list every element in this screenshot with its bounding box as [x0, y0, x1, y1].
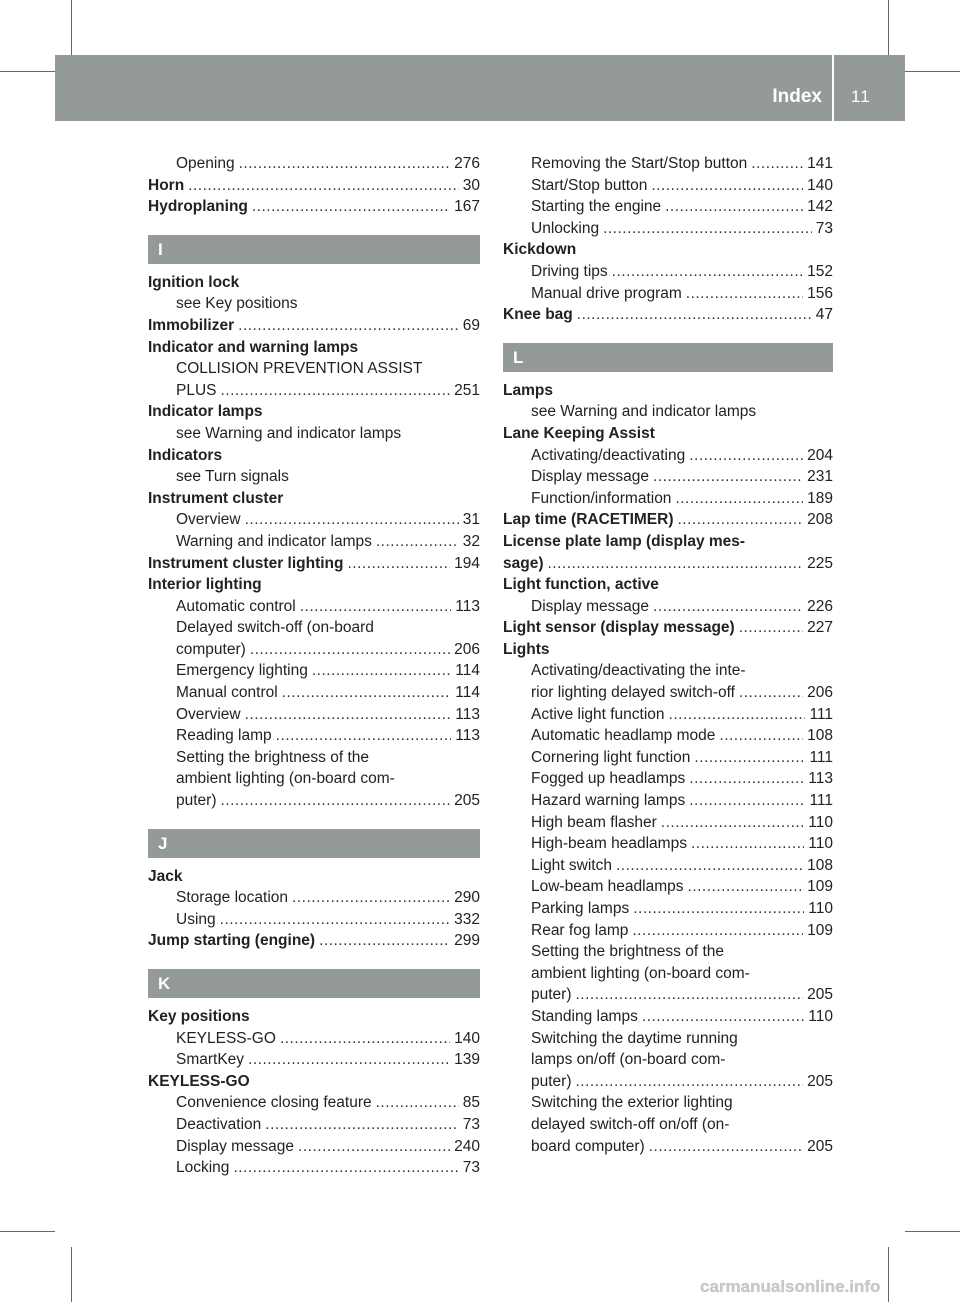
- index-entry: [503, 876, 833, 898]
- dot-leader: [280, 1028, 450, 1050]
- entry-page-number: 142: [807, 198, 833, 216]
- dot-leader: [653, 596, 803, 618]
- index-entry: [148, 866, 480, 888]
- dot-leader: [653, 466, 803, 488]
- entry-text: Setting the brightness of the: [531, 943, 725, 961]
- entry-text: Indicator lamps: [148, 403, 263, 421]
- crop-mark: [0, 71, 55, 72]
- entry-text: Instrument cluster: [148, 489, 284, 507]
- entry-text: Instrument cluster lighting: [148, 554, 344, 572]
- entry-text: Overview: [176, 705, 241, 723]
- entry-page-number: 152: [807, 262, 833, 280]
- entry-text: Light switch: [531, 856, 612, 874]
- dot-leader: [665, 196, 803, 218]
- dot-leader: [292, 887, 450, 909]
- dot-leader: [233, 1157, 458, 1179]
- dot-leader: [689, 445, 803, 467]
- entry-page-number: 205: [454, 792, 480, 810]
- index-entry: [148, 531, 480, 553]
- index-entry: [503, 196, 833, 218]
- entry-text: Active light function: [531, 705, 665, 723]
- entry-page-number: 226: [807, 597, 833, 615]
- entry-page-number: 332: [454, 910, 480, 928]
- index-entry: [503, 380, 833, 402]
- watermark-logo: [700, 1272, 950, 1300]
- index-entry: [503, 1092, 833, 1114]
- entry-text: Warning and indicator lamps: [176, 532, 372, 550]
- entry-page-number: 73: [462, 1115, 480, 1133]
- index-entry: [148, 768, 480, 790]
- entry-text: Indicators: [148, 446, 223, 464]
- index-entry: [148, 337, 480, 359]
- dot-leader: [298, 1136, 450, 1158]
- entry-page-number: 111: [809, 748, 833, 766]
- index-entry: [503, 445, 833, 467]
- entry-text: see Warning and indicator lamps: [531, 403, 757, 421]
- page-title: Index: [772, 86, 822, 107]
- entry-page-number: 113: [455, 705, 480, 723]
- entry-text: Starting the engine: [531, 198, 662, 216]
- dot-leader: [245, 509, 459, 531]
- index-entry: [503, 283, 833, 305]
- index-entry: [148, 1136, 480, 1158]
- dot-leader: [250, 639, 450, 661]
- entry-text: Overview: [176, 511, 241, 529]
- index-entry: [148, 1092, 480, 1114]
- entry-text: Removing the Start/Stop button: [531, 155, 748, 172]
- entry-page-number: 30: [462, 176, 480, 194]
- entry-text: Light function, active: [503, 576, 659, 594]
- index-entry: [148, 574, 480, 596]
- index-entry: [503, 153, 833, 175]
- index-entry: [148, 272, 480, 294]
- entry-text: Reading lamp: [176, 727, 272, 745]
- dot-leader: [376, 531, 459, 553]
- index-entry: [148, 358, 480, 380]
- index-entry: [503, 1114, 833, 1136]
- dot-leader: [651, 175, 803, 197]
- entry-page-number: 110: [808, 900, 833, 917]
- entry-page-number: 141: [807, 155, 833, 172]
- entry-text: see Turn signals: [176, 468, 289, 486]
- index-entry: [148, 445, 480, 467]
- entry-text: Immobilizer: [148, 316, 235, 334]
- entry-page-number: 231: [807, 468, 833, 486]
- entry-text: Manual control: [176, 684, 278, 702]
- index-entry: [503, 768, 833, 790]
- index-entry: [503, 574, 833, 596]
- entry-text: computer): [176, 640, 246, 658]
- dot-leader: [239, 153, 451, 175]
- dot-leader: [576, 1071, 804, 1093]
- dot-leader: [691, 833, 804, 855]
- entry-text: ambient lighting (on-board com-: [531, 964, 750, 982]
- entry-text: Interior lighting: [148, 576, 262, 594]
- index-entry: [148, 1114, 480, 1136]
- entry-text: Jump starting (engine): [148, 932, 316, 950]
- entry-page-number: 109: [807, 878, 833, 896]
- entry-text: Rear fog lamp: [531, 921, 629, 939]
- entry-text: Cornering light function: [531, 748, 691, 766]
- index-entry: [148, 790, 480, 812]
- dot-leader: [661, 812, 804, 834]
- svg-text:carmanualsonline.info: carmanualsonline.info: [700, 1277, 881, 1296]
- dot-leader: [312, 660, 451, 682]
- index-entry: [503, 401, 833, 423]
- entry-text: SmartKey: [176, 1051, 245, 1069]
- index-entry: [148, 747, 480, 769]
- entry-text: Switching the daytime running: [531, 1029, 738, 1047]
- entry-page-number: 109: [807, 921, 833, 939]
- dot-leader: [678, 509, 804, 531]
- crop-mark: [0, 1231, 55, 1232]
- index-entry: [148, 466, 480, 488]
- entry-text: KEYLESS-GO: [148, 1072, 250, 1090]
- dot-leader: [633, 898, 804, 920]
- entry-text: Function/information: [531, 489, 672, 507]
- entry-text: Knee bag: [503, 306, 573, 324]
- index-entry: [503, 1028, 833, 1050]
- entry-page-number: 69: [462, 316, 480, 334]
- entry-text: Using: [176, 910, 216, 928]
- entry-page-number: 227: [807, 619, 833, 637]
- section-header: K: [148, 969, 480, 998]
- index-entry: [503, 660, 833, 682]
- index-entry: [148, 153, 480, 175]
- dot-leader: [252, 196, 450, 218]
- entry-page-number: 225: [807, 554, 833, 572]
- entry-page-number: 156: [807, 284, 833, 302]
- index-entry: [503, 984, 833, 1006]
- entry-text: puter): [176, 792, 217, 810]
- index-entry: [503, 531, 833, 553]
- entry-page-number: 205: [807, 1137, 833, 1155]
- dot-leader: [576, 984, 804, 1006]
- dot-leader: [265, 1114, 458, 1136]
- entry-text: Emergency lighting: [176, 662, 308, 680]
- index-entry: [503, 725, 833, 747]
- index-entry: [503, 682, 833, 704]
- index-entry: [148, 725, 480, 747]
- dot-leader: [675, 488, 803, 510]
- entry-text: delayed switch-off on/off (on-: [531, 1115, 730, 1133]
- entry-text: Display message: [531, 468, 650, 486]
- index-entry: [148, 682, 480, 704]
- entry-text: Lap time (RACETIMER): [503, 511, 674, 529]
- index-entry: [503, 963, 833, 985]
- index-column-left: [148, 153, 480, 1179]
- crop-mark: [888, 0, 889, 55]
- entry-text: Horn: [148, 176, 185, 194]
- entry-page-number: 251: [454, 381, 480, 399]
- entry-text: Lane Keeping Assist: [503, 424, 655, 442]
- entry-page-number: 194: [454, 554, 480, 572]
- index-entry: [148, 401, 480, 423]
- index-entry: [503, 704, 833, 726]
- dot-leader: [248, 1049, 450, 1071]
- entry-text: Activating/deactivating the inte-: [531, 662, 746, 680]
- index-entry: [503, 175, 833, 197]
- index-entry: [503, 639, 833, 661]
- dot-leader: [245, 704, 452, 726]
- index-entry: [148, 596, 480, 618]
- entry-page-number: 204: [807, 446, 833, 464]
- section-header: I: [148, 235, 480, 264]
- entry-page-number: 113: [808, 770, 833, 788]
- entry-text: Hydroplaning: [148, 198, 248, 216]
- index-entry: [503, 509, 833, 531]
- index-entry: [148, 175, 480, 197]
- index-entry: [503, 790, 833, 812]
- entry-text: Display message: [176, 1137, 295, 1155]
- entry-text: Standing lamps: [531, 1007, 638, 1025]
- entry-text: Lights: [503, 640, 550, 658]
- index-entry: [503, 1049, 833, 1071]
- index-entry: [148, 887, 480, 909]
- entry-page-number: 189: [807, 489, 833, 507]
- index-entry: [148, 1157, 480, 1179]
- dot-leader: [686, 283, 803, 305]
- entry-text: Opening: [176, 155, 235, 172]
- index-entry: [503, 423, 833, 445]
- entry-text: Jack: [148, 867, 183, 885]
- dot-leader: [276, 725, 452, 747]
- entry-text: PLUS: [176, 381, 217, 399]
- index-entry: [148, 1071, 480, 1093]
- entry-page-number: 110: [808, 1007, 833, 1025]
- entry-page-number: 206: [454, 640, 480, 658]
- dot-leader: [188, 175, 459, 197]
- dot-leader: [616, 855, 803, 877]
- dot-leader: [688, 876, 804, 898]
- index-entry: [503, 833, 833, 855]
- entry-text: License plate lamp (display mes-: [503, 532, 746, 550]
- index-entry: [503, 1006, 833, 1028]
- dot-leader: [719, 725, 803, 747]
- dot-leader: [347, 553, 450, 575]
- entry-text: Automatic headlamp mode: [531, 727, 716, 745]
- entry-page-number: 276: [454, 155, 480, 172]
- index-entry: [503, 304, 833, 326]
- index-entry: [148, 488, 480, 510]
- entry-page-number: 111: [809, 792, 833, 810]
- index-entry: [148, 617, 480, 639]
- crop-mark: [71, 1247, 72, 1302]
- entry-text: Ignition lock: [148, 273, 240, 291]
- entry-text: Locking: [176, 1159, 230, 1177]
- dot-leader: [300, 596, 452, 618]
- index-entry: [148, 380, 480, 402]
- entry-page-number: 205: [807, 986, 833, 1004]
- dot-leader: [376, 1092, 459, 1114]
- index-entry: [503, 596, 833, 618]
- entry-text: Display message: [531, 597, 650, 615]
- index-entry: [148, 1006, 480, 1028]
- entry-page-number: 140: [807, 176, 833, 194]
- entry-text: puter): [531, 1072, 572, 1090]
- entry-text: Low-beam headlamps: [531, 878, 684, 896]
- dot-leader: [694, 747, 805, 769]
- entry-page-number: 299: [454, 932, 480, 950]
- entry-text: Storage location: [176, 889, 289, 907]
- entry-text: puter): [531, 986, 572, 1004]
- entry-text: Kickdown: [503, 241, 577, 259]
- dot-leader: [548, 553, 804, 575]
- entry-text: Setting the brightness of the: [176, 748, 370, 766]
- entry-text: Light sensor (display message): [503, 619, 735, 637]
- entry-text: Convenience closing feature: [176, 1094, 372, 1112]
- entry-page-number: 73: [815, 219, 833, 237]
- index-entry: [503, 218, 833, 240]
- entry-text: Lamps: [503, 381, 553, 399]
- entry-page-number: 110: [808, 835, 833, 853]
- dot-leader: [603, 218, 812, 240]
- entry-text: Unlocking: [531, 219, 600, 237]
- dot-leader: [577, 304, 812, 326]
- page-number: 11: [851, 87, 871, 106]
- index-entry: [503, 855, 833, 877]
- section-header: J: [148, 829, 480, 858]
- index-entry: [503, 1136, 833, 1158]
- entry-text: Delayed switch-off (on-board: [176, 619, 374, 637]
- entry-page-number: 208: [807, 511, 833, 529]
- dot-leader: [612, 261, 803, 283]
- entry-page-number: 113: [455, 727, 480, 745]
- entry-text: rior lighting delayed switch-off: [531, 684, 735, 702]
- entry-text: High-beam headlamps: [531, 835, 687, 853]
- index-entry: [148, 930, 480, 952]
- entry-text: Switching the exterior lighting: [531, 1094, 733, 1112]
- index-entry: [503, 261, 833, 283]
- dot-leader: [282, 682, 452, 704]
- dot-leader: [220, 909, 450, 931]
- entry-page-number: 114: [455, 662, 480, 680]
- crop-mark: [905, 1231, 960, 1232]
- entry-page-number: 139: [454, 1051, 480, 1069]
- index-entry: [148, 1049, 480, 1071]
- entry-text: Start/Stop button: [531, 176, 648, 194]
- dot-leader: [689, 790, 805, 812]
- entry-page-number: 240: [454, 1137, 480, 1155]
- entry-page-number: 32: [462, 532, 480, 550]
- entry-page-number: 31: [462, 511, 480, 529]
- entry-text: sage): [503, 554, 544, 572]
- dot-leader: [751, 153, 803, 175]
- index-entry: [148, 660, 480, 682]
- entry-text: lamps on/off (on-board com-: [531, 1051, 726, 1069]
- index-entry: [148, 704, 480, 726]
- index-entry: [148, 315, 480, 337]
- index-entry: [503, 488, 833, 510]
- entry-text: ambient lighting (on-board com-: [176, 770, 395, 788]
- entry-text: Parking lamps: [531, 900, 630, 917]
- index-entry: [148, 1028, 480, 1050]
- entry-page-number: 85: [462, 1094, 480, 1112]
- entry-text: High beam flasher: [531, 813, 657, 831]
- index-entry: [503, 898, 833, 920]
- dot-leader: [739, 617, 803, 639]
- index-entry: [148, 423, 480, 445]
- index-column-right: [503, 153, 833, 1157]
- index-entry: [148, 639, 480, 661]
- entry-text: COLLISION PREVENTION ASSIST: [176, 360, 423, 378]
- entry-page-number: 47: [815, 306, 833, 324]
- dot-leader: [689, 768, 804, 790]
- entry-page-number: 110: [808, 813, 833, 831]
- entry-text: Automatic control: [176, 597, 296, 615]
- entry-page-number: 108: [807, 856, 833, 874]
- entry-text: KEYLESS-GO: [176, 1029, 276, 1047]
- index-entry: [503, 617, 833, 639]
- index-entry: [148, 196, 480, 218]
- entry-page-number: 140: [454, 1029, 480, 1047]
- dot-leader: [238, 315, 459, 337]
- dot-leader: [642, 1006, 804, 1028]
- entry-page-number: 73: [462, 1159, 480, 1177]
- dot-leader: [319, 930, 450, 952]
- entry-page-number: 206: [807, 684, 833, 702]
- index-entry: [148, 553, 480, 575]
- dot-leader: [649, 1136, 803, 1158]
- crop-mark: [905, 71, 960, 72]
- index-entry: [148, 909, 480, 931]
- index-entry: [148, 293, 480, 315]
- index-entry: [503, 466, 833, 488]
- index-entry: [503, 812, 833, 834]
- dot-leader: [739, 682, 803, 704]
- index-entry: [503, 239, 833, 261]
- index-entry: [503, 920, 833, 942]
- entry-page-number: 167: [454, 198, 480, 216]
- index-entry: [503, 553, 833, 575]
- entry-page-number: 111: [809, 705, 833, 723]
- entry-page-number: 113: [455, 597, 480, 615]
- entry-page-number: 205: [807, 1072, 833, 1090]
- index-entry: [148, 509, 480, 531]
- entry-text: Fogged up headlamps: [531, 770, 686, 788]
- dot-leader: [632, 920, 803, 942]
- entry-text: Hazard warning lamps: [531, 792, 686, 810]
- index-entry: [503, 941, 833, 963]
- index-entry: [503, 747, 833, 769]
- dot-leader: [669, 704, 806, 726]
- entry-text: Activating/deactivating: [531, 446, 686, 464]
- entry-page-number: 108: [807, 727, 833, 745]
- entry-text: see Key positions: [176, 295, 298, 313]
- entry-text: Driving tips: [531, 262, 608, 280]
- section-header: L: [503, 343, 833, 372]
- entry-page-number: 290: [454, 889, 480, 907]
- entry-text: Manual drive program: [531, 284, 682, 302]
- index-entry: [503, 1071, 833, 1093]
- entry-text: Key positions: [148, 1008, 250, 1025]
- entry-text: board computer): [531, 1137, 645, 1155]
- entry-page-number: 114: [455, 684, 480, 702]
- crop-mark: [71, 0, 72, 55]
- entry-text: Deactivation: [176, 1115, 262, 1133]
- entry-text: see Warning and indicator lamps: [176, 424, 402, 442]
- header-separator: [832, 55, 834, 121]
- entry-text: Indicator and warning lamps: [148, 338, 359, 356]
- dot-leader: [221, 790, 451, 812]
- dot-leader: [221, 380, 451, 402]
